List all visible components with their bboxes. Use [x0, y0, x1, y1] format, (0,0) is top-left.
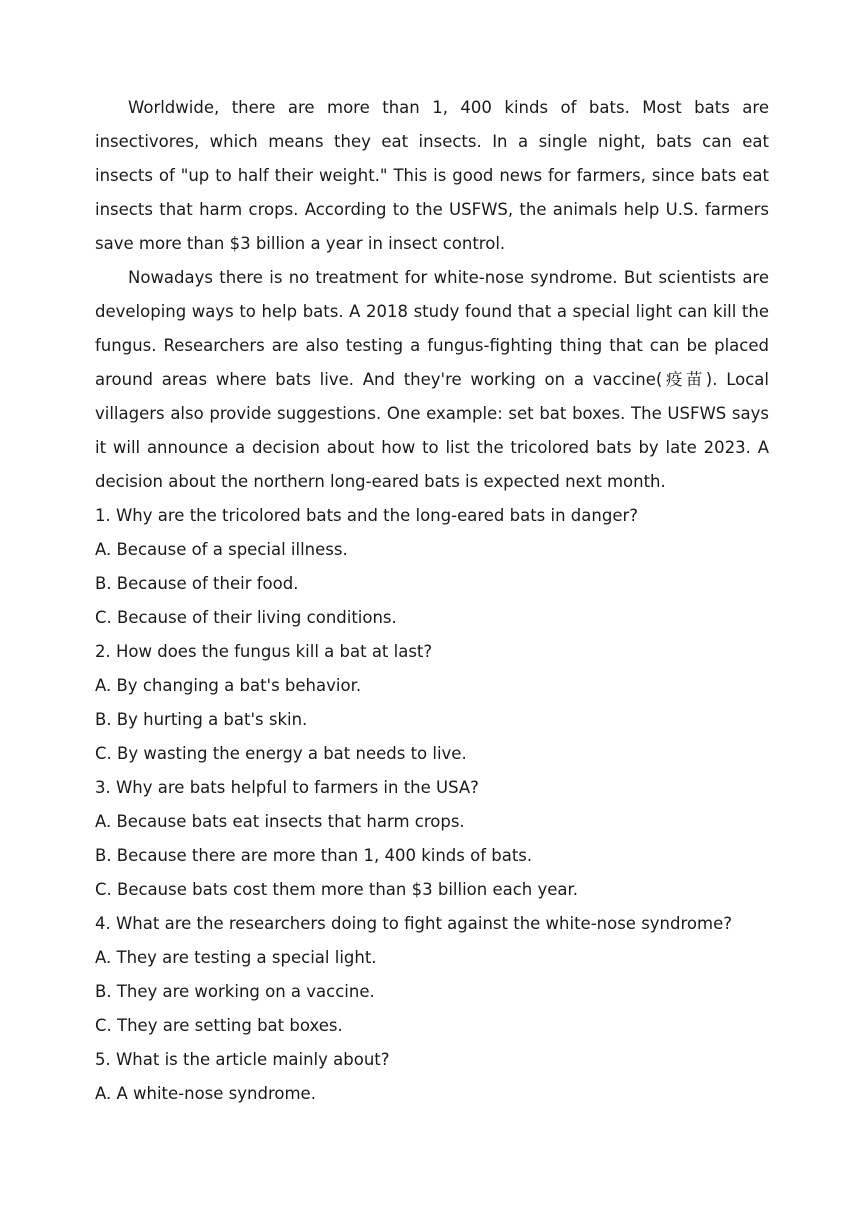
question-stem: 4. What are the researchers doing to fight against the white-nose syndrome? — [95, 914, 732, 933]
answer-option: A. Because bats eat insects that harm crops. — [95, 812, 465, 831]
answer-option: A. A white-nose syndrome. — [95, 1084, 316, 1103]
question-5 — [95, 1043, 769, 1111]
answer-option: B. Because there are more than 1, 400 kinds of bats. — [95, 846, 533, 865]
answer-option: B. Because of their food. — [95, 574, 299, 593]
answer-option: B. By hurting a bat's skin. — [95, 710, 308, 729]
question-stem: 1. Why are the tricolored bats and the long-eared bats in danger? — [95, 506, 639, 525]
answer-option: B. They are working on a vaccine. — [95, 982, 375, 1001]
question-1 — [95, 499, 769, 635]
question-stem: 5. What is the article mainly about? — [95, 1050, 390, 1069]
question-4 — [95, 907, 769, 1043]
answer-option: C. Because bats cost them more than $3 billion each year. — [95, 880, 579, 899]
answer-option: A. By changing a bat's behavior. — [95, 676, 362, 695]
article-paragraph: Nowadays there is no treatment for white-nose syndrome. But scientists are developing ways to help bats. A 2018 study found that a special light can kill the fungus. Researchers are also testing a fungus-fighting thing that can be placed around areas where bats live. And they're working on a vaccine(疫苗). Local villagers also provide suggestions. One example: set bat boxes. The USFWS says it will announce a decision about how to list the tricolored bats by late 2023. A decision about the northern long-eared bats is expected next month. — [95, 268, 769, 491]
answer-option: C. By wasting the energy a bat needs to live. — [95, 744, 467, 763]
document-page — [95, 91, 769, 1111]
question-3 — [95, 771, 769, 907]
answer-option: C. They are setting bat boxes. — [95, 1016, 343, 1035]
answer-option: C. Because of their living conditions. — [95, 608, 397, 627]
question-stem: 3. Why are bats helpful to farmers in the USA? — [95, 778, 479, 797]
answer-option: A. Because of a special illness. — [95, 540, 348, 559]
question-2 — [95, 635, 769, 771]
article-paragraph: Worldwide, there are more than 1, 400 kinds of bats. Most bats are insectivores, which means they eat insects. In a single night, bats can eat insects of "up to half their weight." This is good news for farmers, since bats eat insects that harm crops. According to the USFWS, the animals help U.S. farmers save more than $3 billion a year in insect control. — [95, 98, 769, 253]
question-stem: 2. How does the fungus kill a bat at last? — [95, 642, 433, 661]
answer-option: A. They are testing a special light. — [95, 948, 377, 967]
